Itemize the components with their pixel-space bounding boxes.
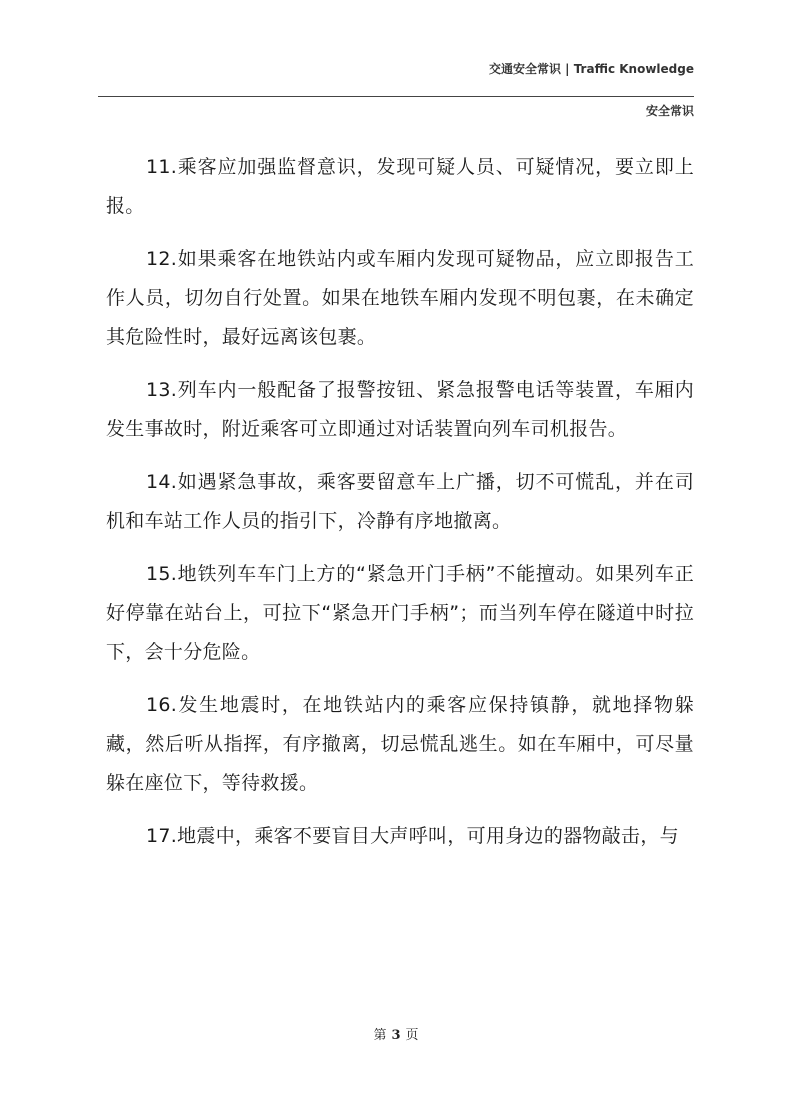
- paragraph-11: 11.乘客应加强监督意识，发现可疑人员、可疑情况，要立即上报。: [106, 156, 694, 217]
- paragraph-17: 17.地震中，乘客不要盲目大声呼叫，可用身边的器物敲击，与: [146, 825, 679, 847]
- document-body: [106, 148, 694, 870]
- paragraph-15: 15.地铁列车车门上方的“紧急开门手柄”不能擅动。如果列车正好停靠在站台上，可拉下“紧急开门手柄”；而当列车停在隧道中时拉下，会十分危险。: [106, 563, 694, 663]
- paragraph-16: 16.发生地震时，在地铁站内的乘客应保持镇静，就地择物躲藏，然后听从指挥，有序撤离，切忌慌乱逃生。如在车厢中，可尽量躲在座位下，等待救援。: [106, 694, 694, 794]
- header-divider: [98, 96, 694, 97]
- header-subtitle: 安全常识: [645, 104, 694, 118]
- page-footer: [0, 1024, 792, 1043]
- paragraph-12: 12.如果乘客在地铁站内或车厢内发现可疑物品，应立即报告工作人员，切勿自行处置。如果在地铁车厢内发现不明包裹，在未确定其危险性时，最好远离该包裹。: [106, 248, 694, 348]
- paragraph-14: 14.如遇紧急事故，乘客要留意车上广播，切不可慌乱，并在司机和车站工作人员的指引下，冷静有序地撤离。: [106, 471, 694, 532]
- paragraph-13: 13.列车内一般配备了报警按钮、紧急报警电话等装置，车厢内发生事故时，附近乘客可立即通过对话装置向列车司机报告。: [106, 379, 694, 440]
- page-suffix: 页: [405, 1028, 419, 1043]
- page-prefix: 第: [373, 1028, 387, 1043]
- header-title: 交通安全常识 | Traffic Knowledge: [488, 62, 694, 76]
- page-number: 3: [391, 1028, 401, 1043]
